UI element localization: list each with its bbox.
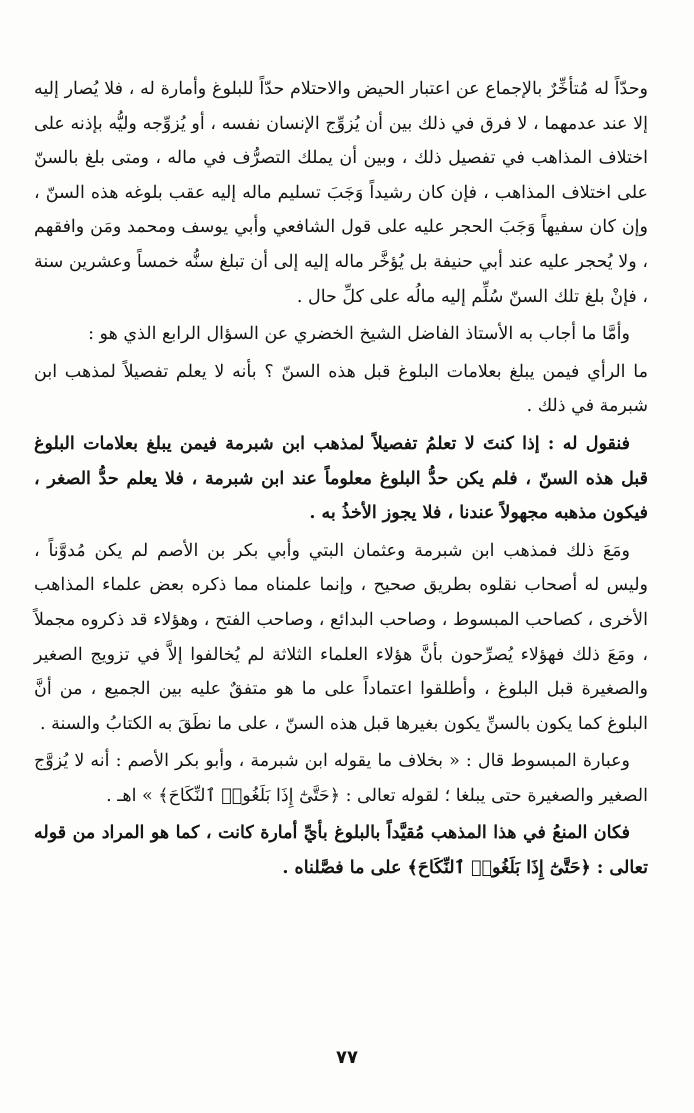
paragraph-5: ومَعَ ذلك فمذهب ابن شبرمة وعثمان البتي وأبي بكر بن الأصم لم يكن مُدوَّناً ، وليس له أصحاب نقلوه بطريق صحيح ، وإنما علمناه مما ذكره بعض علماء المذاهب الأخرى ، كصاحب المبسوط ، وصاحب البدائع ، وصاحب الفتح ، وهؤلاء قد ذكروه مجملاً ، ومَعَ ذلك فهؤلاء يُصرِّحون بأنَّ هؤلاء العلماء الثلاثة لم يُخالفوا إلاَّ في تزويج الصغير والصغيرة قبل البلوغ ، وأطلقوا اعتماداً على ما هو متفقٌ عليه بين الجميع ، من أنَّ البلوغ كما يكون بالسنِّ يكون بغيرها قبل هذه السنّ ، على ما نطَقَ به الكتابُ والسنة . bbox=[34, 540, 648, 734]
paragraph-6-quote: وعبارة المبسوط قال : « بخلاف ما يقوله ابن شبرمة ، وأبو بكر الأصم : أنه لا يُزوَّج الصغير والصغيرة حتى يبلغا ؛ لقوله تعالى : ﴿حَتَّىٰٓ إِذَا بَلَغُوا۟ ٱلنِّكَاحَ﴾ » اهـ . bbox=[34, 751, 648, 806]
body-text bbox=[34, 72, 648, 889]
paragraph-1: وحدّاً له مُتأخِّرٌ بالإجماع عن اعتبار الحيض والاحتلام حدّاً للبلوغ وأمارة له ، فلا يُصار إليه إلا عند عدمهما ، لا فرق في ذلك بين أن يُزوِّج الإنسان نفسه ، أو يُزوِّجه وليُّه بإذنه على اختلاف المذاهب في تفصيل ذلك ، وبين أن يملك التصرُّف في ماله ، ومتى بلغ بالسنّ على اختلاف المذاهب ، فإن كان رشيداً وَجَبَ تسليم ماله إليه عقب بلوغه هذه السنّ ، وإن كان سفيهاً وَجَبَ الحجر عليه على قول الشافعي وأبي يوسف ومحمد ومَن وافقهم ، ولا يُحجر عليه عند أبي حنيفة بل يُؤخَّر ماله إليه إلى أن تبلغ سنُّه خمساً وعشرين سنة ، فإنْ بلغ تلك السنّ سُلِّم إليه مالُه على كلِّ حال . bbox=[34, 79, 648, 307]
paragraph-3-question: ما الرأي فيمن يبلغ بعلامات البلوغ قبل هذه السنّ ؟ بأنه لا يعلم تفصيلاً لمذهب ابن شبرمة في ذلك . bbox=[34, 361, 648, 417]
paragraph-2: وأمَّا ما أجاب به الأستاذ الفاضل الشيخ الخضري عن السؤال الرابع الذي هو : bbox=[88, 324, 630, 345]
paragraph-7-conclusion: فكان المنعُ في هذا المذهب مُقيَّداً بالبلوغ بأيِّ أمارة كانت ، كما هو المراد من قوله تعالى : ﴿حَتَّىٰٓ إِذَا بَلَغُوا۟ ٱلنِّكَاحَ﴾ على ما فصَّلناه . bbox=[34, 823, 648, 879]
page-number: ٧٧ bbox=[336, 1047, 358, 1068]
paragraph-4-response: فنقول له : إذا كنتَ لا تعلمُ تفصيلاً لمذهب ابن شبرمة فيمن يبلغ بعلامات البلوغ قبل هذه السنّ ، فلم يكن حدُّ البلوغ معلوماً عند ابن شبرمة ، فلا يعلم حدُّ الصغر ، فيكون مذهبه مجهولاً عندنا ، فلا يجوز الأخذُ به . bbox=[34, 433, 648, 524]
